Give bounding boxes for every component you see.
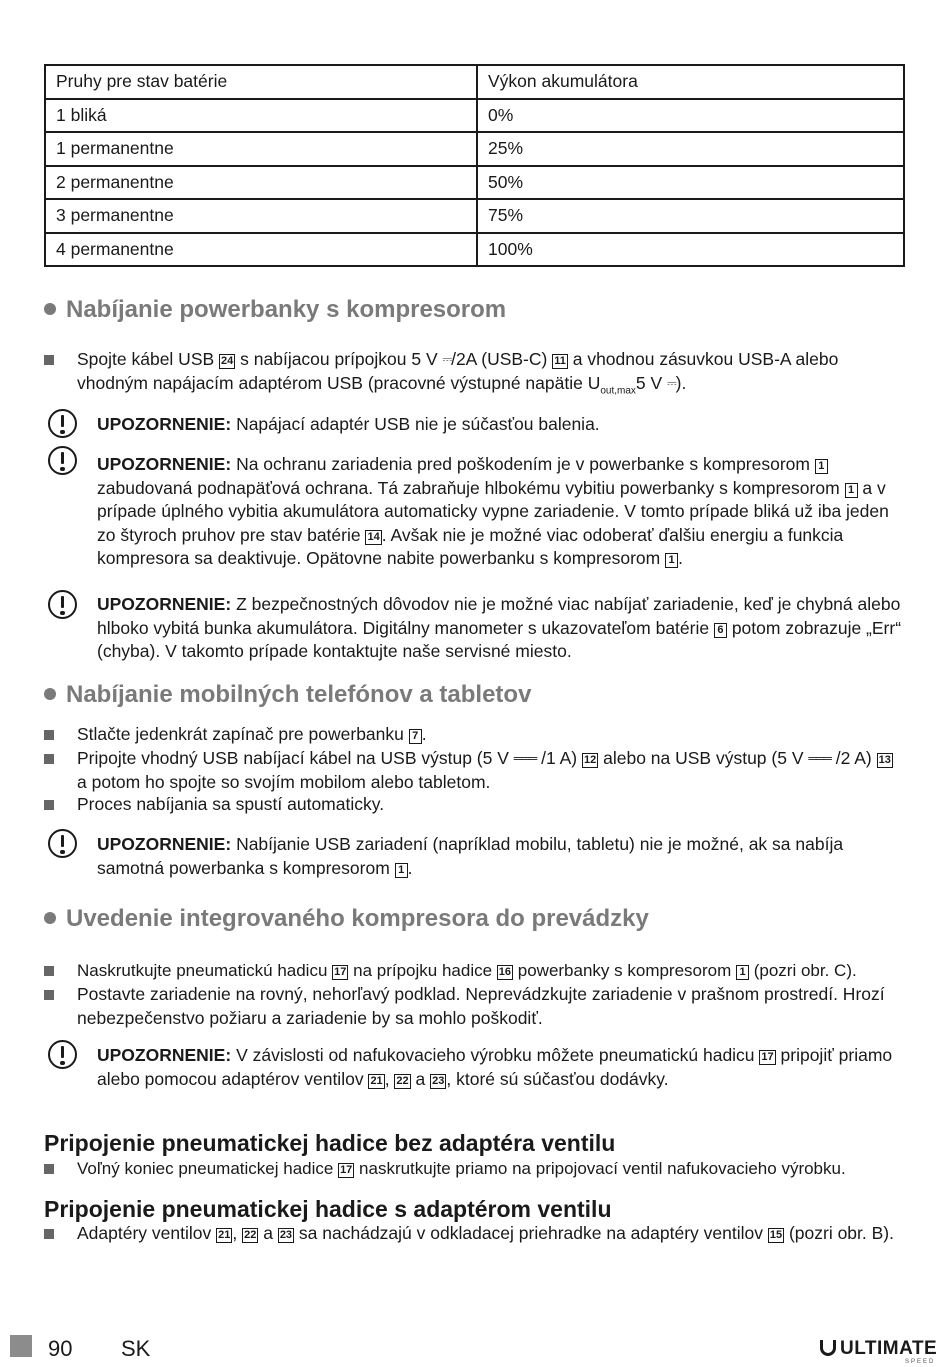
- list-item: Postavte zariadenie na rovný, nehorľavý podklad. Neprevádzkujte zariadenie v prašnom prostredí. Hrozí nebezpečenstvo požiaru a zariadenie by sa mohlo poškodiť.: [77, 984, 885, 1028]
- ref-number: 17: [761, 1051, 774, 1063]
- language-code: SK: [121, 1336, 151, 1361]
- section-heading-compressor-start: [44, 905, 649, 933]
- ref-number: 1: [815, 459, 828, 474]
- warning-note: UPOZORNENIE: V závislosti od nafukovacieho výrobku môžete pneumatickú hadicu 17 pripojiť priamo alebo pomocou adaptérov ventilov 21 , 22 a 23 , ktoré sú súčasťou dodávky.: [97, 1045, 893, 1089]
- brand-logo: ULTIMATE: [820, 1338, 937, 1360]
- ref-number: 1: [736, 965, 749, 980]
- bullet-dot-icon: [44, 303, 56, 315]
- ref-number: 17: [334, 966, 347, 978]
- dc-symbol-icon: ⎓: [442, 352, 452, 366]
- warning-note: UPOZORNENIE: Na ochranu zariadenia pred poškodením je v powerbanke s kompresorom 1 zabudovaná podnapäťová ochrana. Tá zabraňuje hlbokému vybitiu powerbanky s kompresorom 1 a v prípade úplného vybitia akumulátora automaticky vypne zariadenie. V tomto prípade bliká už iba jeden zo štyroch pruhov pre stav batérie 14 . Avšak nie je možné viac odoberať ďalšiu energiu a funkcia kompresora sa deaktivuje. Opätovne nabite powerbanku s kompresorom 1 .: [97, 454, 889, 568]
- table-cell: 3 permanentne: [45, 199, 477, 233]
- table-cell: 25%: [477, 132, 904, 166]
- warning-icon: [48, 829, 77, 858]
- ref-number: 22: [396, 1074, 409, 1087]
- table-row: [45, 99, 904, 133]
- table-cell: 100%: [477, 233, 904, 267]
- table-header-cell: Pruhy pre stav batérie: [45, 65, 477, 99]
- table-cell: 0%: [477, 99, 904, 133]
- warning-icon: [48, 1040, 77, 1069]
- table-row: [45, 166, 904, 200]
- subheading-hose-without-adapter: Pripojenie pneumatickej hadice bez adaptéra ventilu: [44, 1130, 616, 1156]
- dc-symbol-icon: ═══: [513, 751, 537, 765]
- ref-number: 1: [665, 553, 678, 568]
- ref-number: 1: [395, 863, 408, 878]
- ref-number: 21: [218, 1229, 231, 1241]
- warning-icon: [48, 409, 77, 438]
- ref-number: 23: [432, 1074, 445, 1087]
- brand-subtitle: SPEED: [905, 1359, 936, 1365]
- ref-number: 13: [878, 754, 891, 766]
- warning-icon: [48, 446, 77, 475]
- list-item: Naskrutkujte pneumatickú hadicu 17 na prípojku hadice 16 powerbanky s kompresorom 1 (pozri obr. C).: [77, 961, 857, 980]
- ref-number: 12: [584, 754, 597, 766]
- table-header-row: [45, 65, 904, 99]
- ref-number: 22: [244, 1229, 257, 1241]
- table-row: [45, 132, 904, 166]
- list-item: Proces nabíjania sa spustí automaticky.: [77, 794, 385, 814]
- section-heading-charging-phones: [44, 681, 531, 709]
- ref-number: 21: [370, 1074, 383, 1087]
- subheading-hose-with-adapter: Pripojenie pneumatickej hadice s adaptérom ventilu: [44, 1196, 612, 1222]
- list-item: Adaptéry ventilov 21 , 22 a 23 sa nachádzajú v odkladacej priehradke na adaptéry ventilov 15 (pozri obr. B).: [77, 1223, 894, 1243]
- page-number: 90: [48, 1336, 73, 1361]
- section-title: Nabíjanie mobilných telefónov a tabletov: [66, 681, 532, 708]
- square-bullet-icon: [44, 800, 54, 810]
- footer-marker: [10, 1335, 32, 1357]
- warning-note: UPOZORNENIE: Nabíjanie USB zariadení (napríklad mobilu, tabletu) nie je možné, ak sa nabíja samotná powerbanka s kompresorom 1 .: [97, 834, 844, 878]
- ref-number: 16: [498, 966, 512, 978]
- warning-note: UPOZORNENIE: Napájací adaptér USB nie je súčasťou balenia.: [97, 414, 600, 434]
- table-row: [45, 199, 904, 233]
- list-item: Stlačte jedenkrát zapínač pre powerbanku 7 .: [77, 724, 427, 744]
- warning-icon: [48, 590, 77, 619]
- square-bullet-icon: [44, 730, 54, 740]
- ref-number: 1: [845, 483, 858, 498]
- bullet-dot-icon: [44, 912, 56, 924]
- section-heading-charging-powerbank: [44, 296, 506, 324]
- ref-number: 14: [367, 530, 380, 543]
- bullet-dot-icon: [44, 688, 56, 700]
- ref-number: 7: [409, 729, 422, 744]
- list-item: Spojte kábel USB 24 s nabíjacou prípojkou 5 V ⎓/2A (USB-C) 11 a vhodnou zásuvkou USB-A alebo vhodným napájacím adaptérom USB (pracovné výstupné napätie $U_{out,max}5$ V ⎓).: [77, 349, 839, 396]
- ref-number: 15: [769, 1229, 783, 1241]
- ref-number: 23: [279, 1229, 293, 1241]
- ref-number: 11: [554, 355, 566, 367]
- table-cell: 75%: [477, 199, 904, 233]
- table-cell: 2 permanentne: [45, 166, 477, 200]
- section-title: Nabíjanie powerbanky s kompresorom: [66, 296, 507, 323]
- table-cell: 1 permanentne: [45, 132, 477, 166]
- square-bullet-icon: [44, 355, 54, 365]
- ref-number: 24: [221, 355, 234, 367]
- dc-symbol-icon: ⎓: [667, 375, 676, 390]
- table-cell: 4 permanentne: [45, 233, 477, 267]
- square-bullet-icon: [44, 754, 54, 764]
- table-row: [45, 233, 904, 267]
- square-bullet-icon: [44, 1229, 54, 1239]
- list-item: Voľný koniec pneumatickej hadice 17 naskrutkujte priamo na pripojovací ventil nafukovacieho výrobku.: [77, 1159, 846, 1178]
- square-bullet-icon: [44, 966, 54, 976]
- list-item: Pripojte vhodný USB nabíjací kábel na USB výstup (5 V ═══ /1 A) 12 alebo na USB výstup (5 V ═══ /2 A) 13 a potom ho spojte so svojím mobilom alebo tabletom.: [77, 748, 891, 792]
- table-cell: 1 bliká: [45, 99, 477, 133]
- table-cell: 50%: [477, 166, 904, 200]
- battery-status-table: [44, 64, 905, 267]
- dc-symbol-icon: ═══: [808, 751, 831, 765]
- table-header-cell: Výkon akumulátora: [477, 65, 904, 99]
- square-bullet-icon: [44, 990, 54, 1000]
- warning-note: UPOZORNENIE: Z bezpečnostných dôvodov nie je možné viac nabíjať zariadenie, keď je chybná alebo hlboko vybitá bunka akumulátora. Digitálny manometer s ukazovateľom batérie 6 potom zobrazuje „Err“ (chyba). V takomto prípade kontaktujte naše servisné miesto.: [97, 594, 902, 661]
- ref-number: 6: [714, 623, 727, 638]
- brand-logo-icon: [820, 1340, 836, 1356]
- ref-number: 17: [340, 1164, 353, 1176]
- square-bullet-icon: [44, 1164, 54, 1174]
- section-title: Uvedenie integrovaného kompresora do prevádzky: [66, 905, 649, 932]
